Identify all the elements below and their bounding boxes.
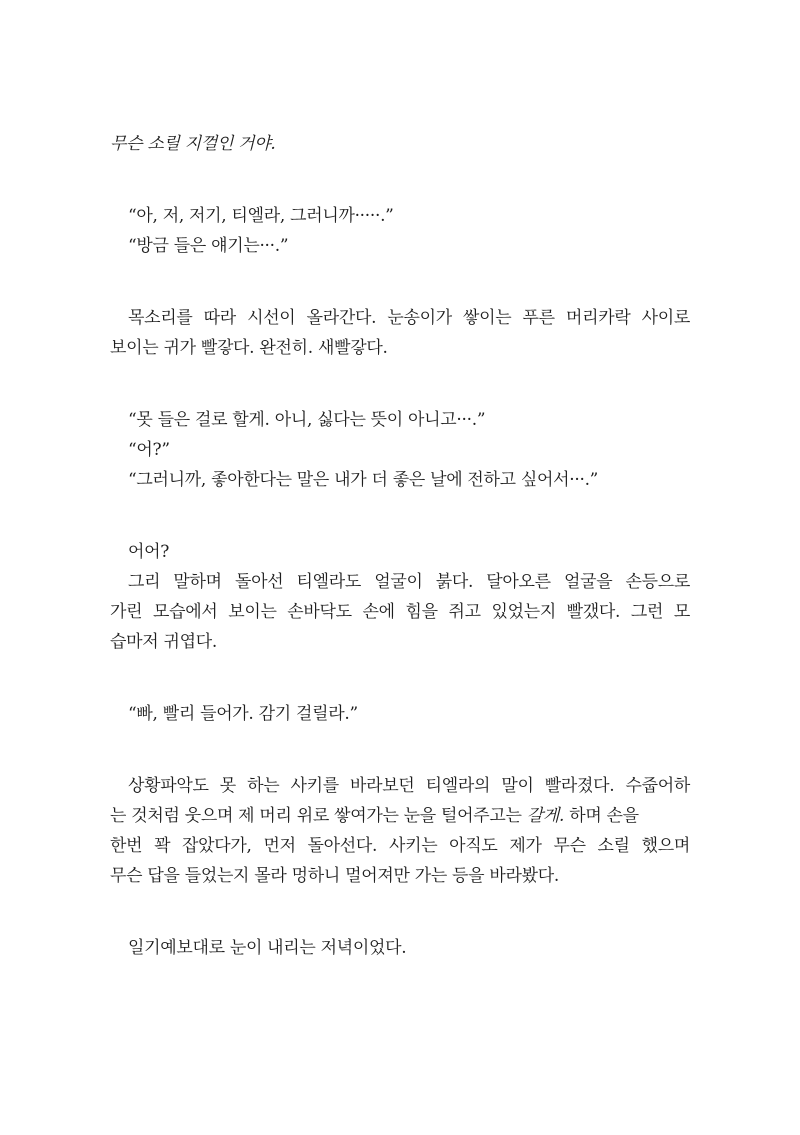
closing-line: 일기예보대로 눈이 내리는 저녁이었다. xyxy=(128,938,407,958)
spacer xyxy=(110,363,690,405)
paragraph-line: 무슨 답을 들었는지 몰라 멍하니 멀어져만 가는 등을 바라봤다. xyxy=(110,866,559,886)
dialogue-line: “못 들은 걸로 할게. 아니, 싫다는 뜻이 아니고···.” xyxy=(128,410,486,430)
spacer xyxy=(110,657,690,699)
exclamation: 어어? xyxy=(128,542,170,562)
spacer xyxy=(110,159,690,201)
dialogue-line: “그러니까, 좋아한다는 말은 내가 더 좋은 날에 전하고 싶어서···.” xyxy=(128,470,599,490)
spacer xyxy=(110,729,690,771)
dialogue-line: “빠, 빨리 들어가. 감기 걸릴라.” xyxy=(128,704,358,724)
paragraph-line: 한번 꽉 잡았다가, 먼저 돌아선다. 사키는 아직도 제가 무슨 소릴 했으며 xyxy=(110,836,690,856)
dialogue-line: “어?” xyxy=(128,440,170,460)
paragraph-line: 가린 모습에서 보이는 손바닥도 손에 힘을 쥐고 있었는지 빨갰다. 그런 모 xyxy=(110,602,690,622)
paragraph-line: 습마저 귀엽다. xyxy=(110,632,217,652)
paragraph-line: 상황파악도 못 하는 사키를 바라보던 티엘라의 말이 빨라졌다. 수줍어하 xyxy=(128,776,690,796)
paragraph-line: 목소리를 따라 시선이 올라간다. 눈송이가 쌓이는 푸른 머리카락 사이로 xyxy=(128,308,690,328)
document-page xyxy=(110,129,690,963)
spacer xyxy=(110,261,690,303)
paragraph-line xyxy=(110,801,690,831)
paragraph-line: 그리 말하며 돌아선 티엘라도 얼굴이 붉다. 달아오른 얼굴을 손등으로 xyxy=(128,572,690,592)
dialogue-line: “방금 들은 얘기는···.” xyxy=(128,236,289,256)
dialogue-line: “아, 저, 저기, 티엘라, 그러니까·····.” xyxy=(128,206,394,226)
inner-thought: 무슨 소릴 지껄인 거야. xyxy=(110,134,276,154)
spacer xyxy=(110,495,690,537)
italic-speech: 갈게. xyxy=(526,806,565,826)
paragraph-text: 하며 손을 xyxy=(564,806,639,826)
paragraph-text: 는 것처럼 웃으며 제 머리 위로 쌓여가는 눈을 털어주고는 xyxy=(110,806,527,826)
spacer xyxy=(110,891,690,933)
paragraph-line: 보이는 귀가 빨갛다. 완전히. 새빨갛다. xyxy=(110,338,388,358)
